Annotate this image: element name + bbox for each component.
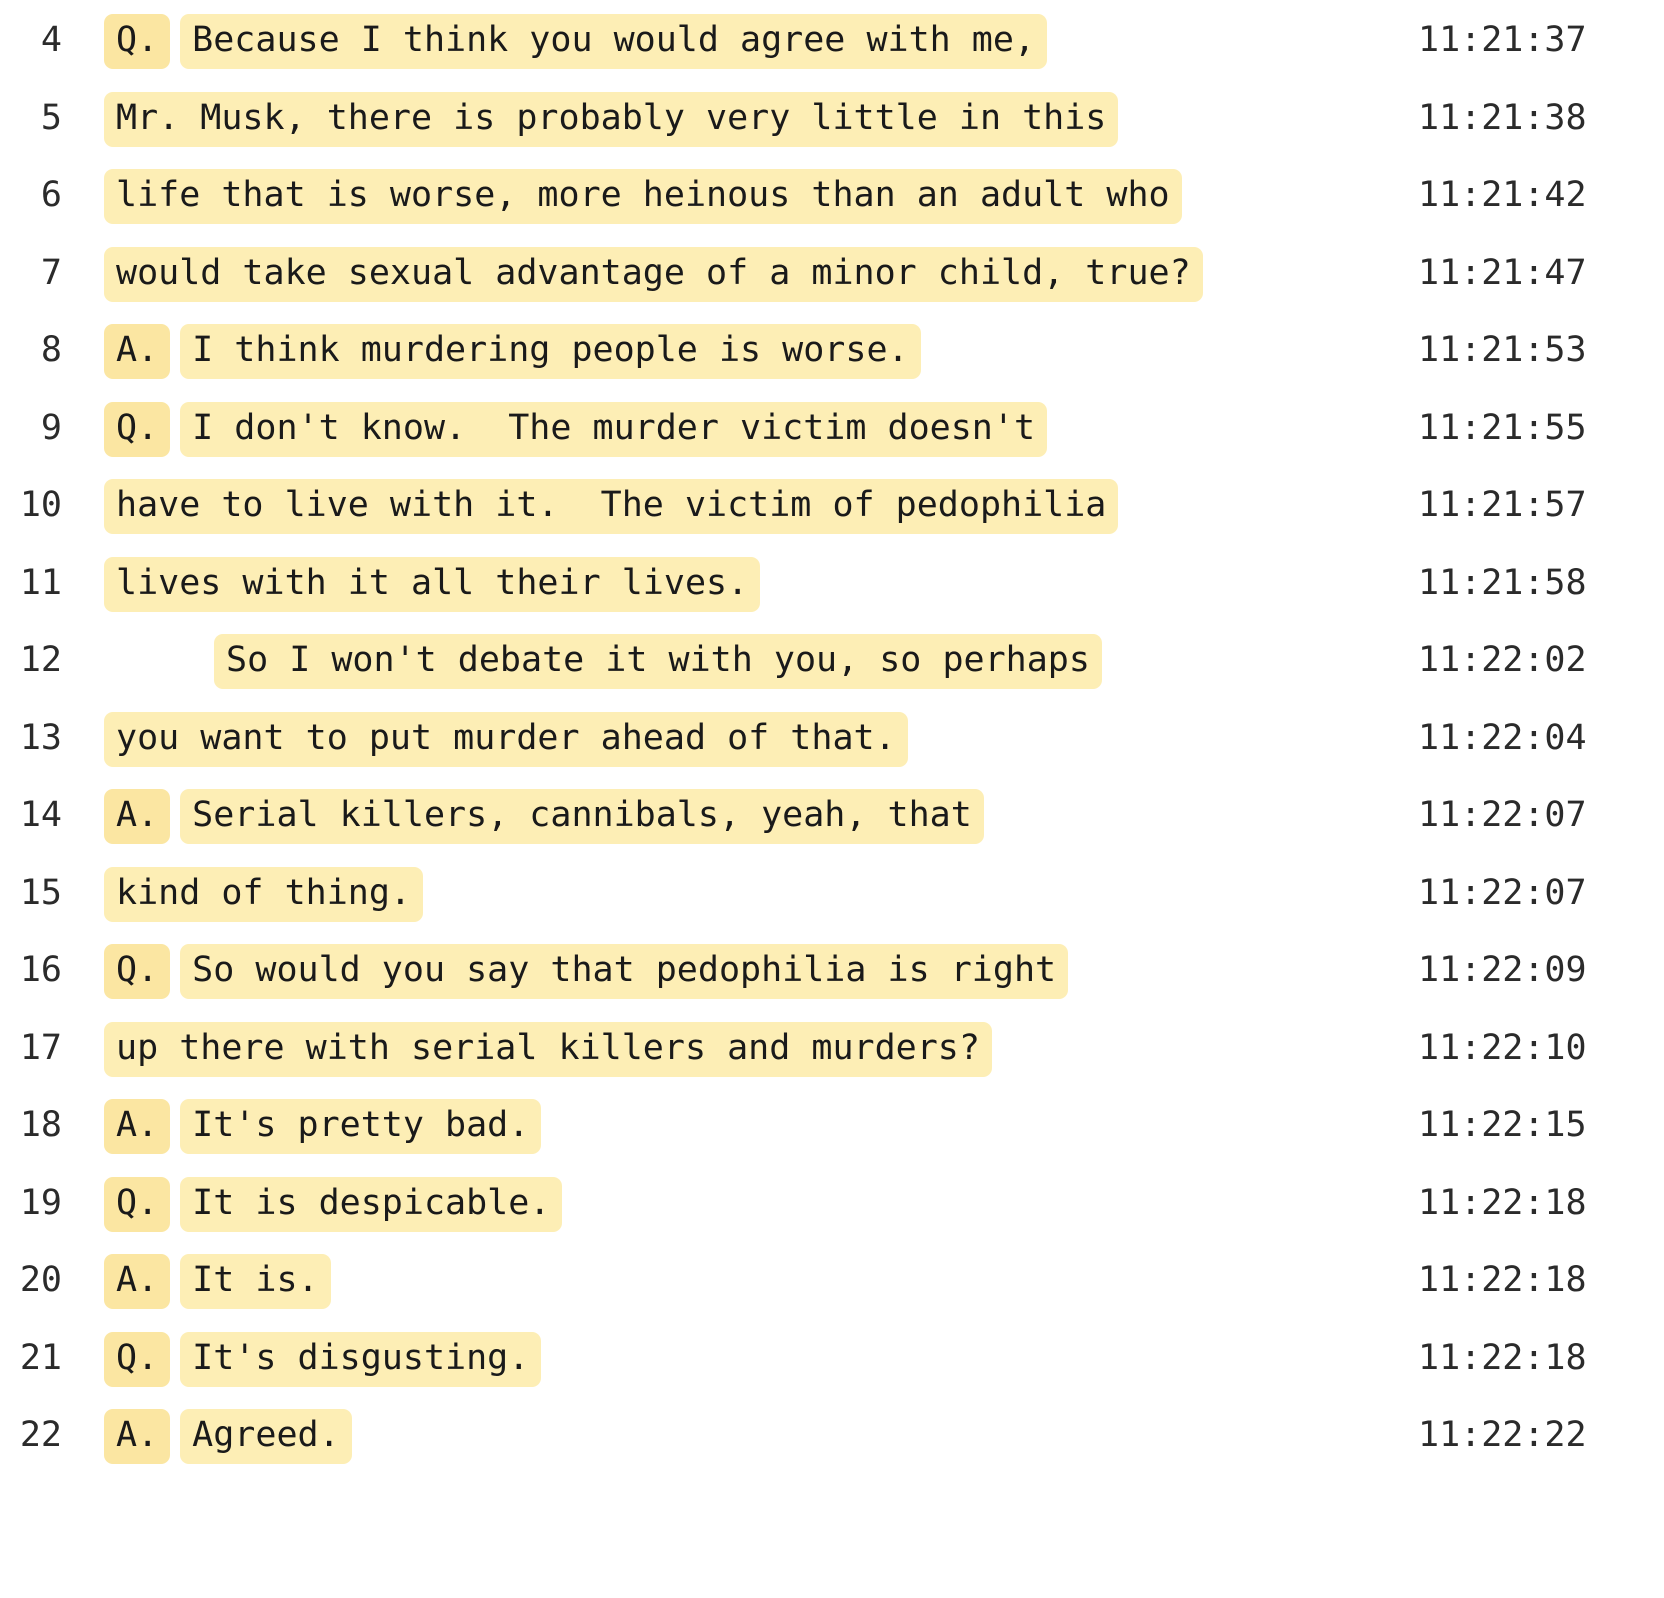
line-timestamp: 11:21:38 bbox=[1418, 97, 1587, 138]
transcript-line bbox=[0, 1099, 1664, 1177]
transcript-line bbox=[0, 1409, 1664, 1487]
line-timestamp: 11:22:07 bbox=[1418, 872, 1587, 913]
transcript-line bbox=[0, 1332, 1664, 1410]
line-number: 21 bbox=[19, 1337, 62, 1378]
transcript-line bbox=[0, 557, 1664, 635]
speaker-label: Q. bbox=[104, 14, 170, 69]
line-number: 9 bbox=[40, 407, 62, 448]
line-text: I think murdering people is worse. bbox=[180, 324, 920, 379]
line-timestamp: 11:22:04 bbox=[1418, 717, 1587, 758]
line-number: 11 bbox=[19, 562, 62, 603]
transcript-line bbox=[0, 14, 1664, 92]
line-timestamp: 11:21:47 bbox=[1418, 252, 1587, 293]
line-timestamp: 11:21:53 bbox=[1418, 330, 1587, 370]
line-number: 12 bbox=[19, 640, 62, 680]
line-content bbox=[62, 1022, 1404, 1077]
line-number: 16 bbox=[19, 950, 62, 990]
line-number: 10 bbox=[19, 485, 62, 525]
line-content bbox=[62, 1099, 1404, 1154]
transcript-line bbox=[0, 402, 1664, 480]
line-timestamp: 11:21:55 bbox=[1418, 407, 1587, 448]
line-number: 4 bbox=[40, 20, 62, 60]
transcript-line bbox=[0, 1022, 1664, 1100]
line-text: It's pretty bad. bbox=[180, 1099, 541, 1154]
line-text: Agreed. bbox=[180, 1409, 352, 1464]
line-content bbox=[62, 169, 1404, 224]
line-number: 19 bbox=[19, 1182, 62, 1223]
line-content bbox=[62, 402, 1404, 457]
line-number: 20 bbox=[19, 1260, 62, 1300]
line-number: 7 bbox=[40, 252, 62, 293]
line-text: would take sexual advantage of a minor child, true? bbox=[104, 247, 1203, 302]
line-number: 18 bbox=[19, 1105, 62, 1145]
line-timestamp: 11:21:37 bbox=[1418, 20, 1587, 60]
line-text: have to live with it. The victim of pedophilia bbox=[104, 479, 1118, 534]
transcript-line bbox=[0, 867, 1664, 945]
speaker-label: A. bbox=[104, 1254, 170, 1309]
line-number: 17 bbox=[19, 1027, 62, 1068]
line-timestamp: 11:22:09 bbox=[1418, 950, 1587, 990]
line-text: It's disgusting. bbox=[180, 1332, 541, 1387]
speaker-label: Q. bbox=[104, 1177, 170, 1232]
line-timestamp: 11:22:18 bbox=[1418, 1182, 1587, 1223]
line-text: up there with serial killers and murders? bbox=[104, 1022, 992, 1077]
line-text: So would you say that pedophilia is right bbox=[180, 944, 1068, 999]
line-text: It is. bbox=[180, 1254, 330, 1309]
line-timestamp: 11:22:15 bbox=[1418, 1105, 1587, 1145]
line-timestamp: 11:21:57 bbox=[1418, 485, 1587, 525]
line-number: 15 bbox=[19, 872, 62, 913]
line-number: 22 bbox=[19, 1415, 62, 1455]
line-timestamp: 11:22:18 bbox=[1418, 1337, 1587, 1378]
speaker-label: A. bbox=[104, 324, 170, 379]
line-text: Serial killers, cannibals, yeah, that bbox=[180, 789, 984, 844]
line-text: Mr. Musk, there is probably very little in this bbox=[104, 92, 1118, 147]
line-text: So I won't debate it with you, so perhaps bbox=[214, 634, 1102, 689]
line-number: 8 bbox=[40, 330, 62, 370]
line-number: 5 bbox=[40, 97, 62, 138]
transcript-line bbox=[0, 169, 1664, 247]
transcript-line bbox=[0, 1254, 1664, 1332]
line-content bbox=[62, 1254, 1404, 1309]
line-content bbox=[62, 14, 1404, 69]
transcript-line bbox=[0, 634, 1664, 712]
line-text: I don't know. The murder victim doesn't bbox=[180, 402, 1047, 457]
transcript-line bbox=[0, 324, 1664, 402]
line-content bbox=[62, 1177, 1404, 1232]
transcript-line bbox=[0, 1177, 1664, 1255]
line-number: 14 bbox=[19, 795, 62, 835]
line-timestamp: 11:21:58 bbox=[1418, 562, 1587, 603]
line-text: you want to put murder ahead of that. bbox=[104, 712, 908, 767]
transcript-line bbox=[0, 247, 1664, 325]
line-content bbox=[62, 324, 1404, 379]
line-content bbox=[62, 712, 1404, 767]
transcript-line bbox=[0, 712, 1664, 790]
transcript-line bbox=[0, 92, 1664, 170]
line-timestamp: 11:22:18 bbox=[1418, 1260, 1587, 1300]
line-content bbox=[62, 944, 1404, 999]
transcript-line bbox=[0, 944, 1664, 1022]
line-timestamp: 11:22:02 bbox=[1418, 640, 1587, 680]
line-text: Because I think you would agree with me, bbox=[180, 14, 1047, 69]
line-number: 13 bbox=[19, 717, 62, 758]
line-text: kind of thing. bbox=[104, 867, 423, 922]
speaker-label: Q. bbox=[104, 944, 170, 999]
line-content bbox=[62, 479, 1404, 534]
speaker-label: Q. bbox=[104, 1332, 170, 1387]
speaker-label: Q. bbox=[104, 402, 170, 457]
line-number: 6 bbox=[40, 175, 62, 215]
speaker-label: A. bbox=[104, 1099, 170, 1154]
line-content bbox=[62, 247, 1404, 302]
line-content bbox=[62, 789, 1404, 844]
line-timestamp: 11:22:07 bbox=[1418, 795, 1587, 835]
speaker-label: A. bbox=[104, 789, 170, 844]
line-content bbox=[62, 1332, 1404, 1387]
line-content bbox=[62, 557, 1404, 612]
line-text: lives with it all their lives. bbox=[104, 557, 760, 612]
line-content bbox=[62, 867, 1404, 922]
line-content bbox=[62, 92, 1404, 147]
line-content bbox=[62, 634, 1404, 689]
line-timestamp: 11:22:22 bbox=[1418, 1415, 1587, 1455]
transcript-line bbox=[0, 479, 1664, 557]
transcript-line bbox=[0, 789, 1664, 867]
speaker-label: A. bbox=[104, 1409, 170, 1464]
line-timestamp: 11:22:10 bbox=[1418, 1027, 1587, 1068]
line-text: It is despicable. bbox=[180, 1177, 562, 1232]
line-text: life that is worse, more heinous than an adult who bbox=[104, 169, 1182, 224]
line-content bbox=[62, 1409, 1404, 1464]
line-timestamp: 11:21:42 bbox=[1418, 175, 1587, 215]
